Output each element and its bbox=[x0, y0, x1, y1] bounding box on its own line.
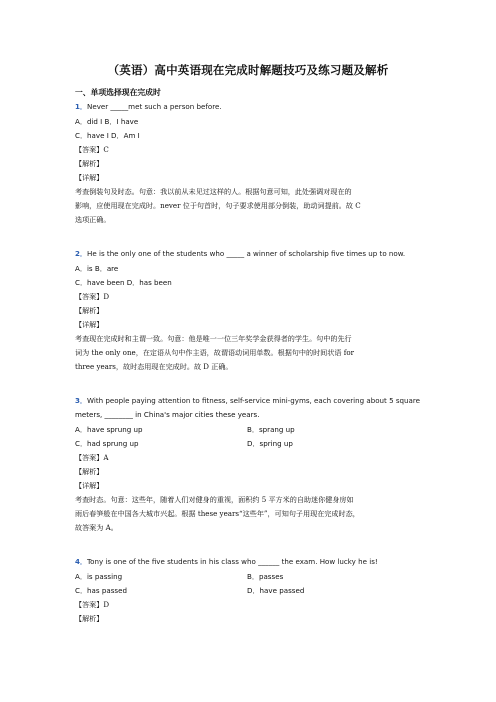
question-2-explanation-line-3: three years，故时态用现在完成时。故 D 正确。 bbox=[75, 362, 233, 371]
question-3 bbox=[75, 396, 420, 406]
question-1-options-ab: A．did I B．I have bbox=[75, 117, 139, 126]
question-1-analysis: 【解析】 bbox=[75, 159, 104, 168]
question-1-answer: 【答案】C bbox=[75, 145, 109, 154]
question-3-explanation-line-2: 雨后春笋般在中国各大城市兴起。根据 these years“这些年”，可知句子用现在完成时态， bbox=[75, 509, 360, 518]
question-2-number: 2． bbox=[75, 249, 88, 258]
question-3-explanation-line-1: 考查时态。句意：这些年，随着人们对健身的重视，面积约 5 平方米的自助迷你健身房如 bbox=[75, 495, 354, 504]
question-3-analysis: 【解析】 bbox=[75, 467, 104, 476]
question-1-number: 1． bbox=[75, 102, 88, 111]
question-4-option-b: B．passes bbox=[247, 572, 284, 581]
question-1 bbox=[75, 102, 222, 112]
question-4-answer: 【答案】D bbox=[75, 600, 110, 609]
question-2-answer: 【答案】D bbox=[75, 292, 110, 301]
question-2-explanation-line-2: 词为 the only one，在定语从句中作主语，故谓语动词用单数。根据句中的时间状语 for bbox=[75, 348, 354, 357]
question-3-text-line-1: With people paying attention to fitness, self-service mini-gyms, each covering about 5 square bbox=[87, 396, 421, 405]
question-1-options-cd: C．have I D．Am I bbox=[75, 131, 140, 140]
question-4-number: 4． bbox=[75, 557, 88, 566]
question-2-analysis: 【解析】 bbox=[75, 306, 104, 315]
question-1-explanation-line-3: 选项正确。 bbox=[75, 215, 111, 224]
question-4-option-a: A．is passing bbox=[75, 572, 123, 581]
question-3-option-c: C．had sprung up bbox=[75, 439, 139, 448]
section-heading: 一、单项选择现在完成时 bbox=[75, 88, 161, 97]
question-2-detail: 【详解】 bbox=[75, 320, 104, 329]
question-4-option-c: C．has passed bbox=[75, 586, 127, 595]
question-1-detail: 【详解】 bbox=[75, 173, 104, 182]
question-4-text: Tony is one of the five students in his class who ______ the exam. How lucky he is! bbox=[87, 557, 378, 566]
question-3-text-line-2: meters, ________ in China's major cities these years. bbox=[75, 410, 260, 419]
question-2-text: He is the only one of the students who _____ a winner of scholarship five times up to now. bbox=[87, 249, 406, 258]
question-3-explanation-line-3: 故答案为 A。 bbox=[75, 523, 118, 532]
question-3-number: 3． bbox=[75, 396, 88, 405]
page-title: （英语）高中英语现在完成时解题技巧及练习题及解析 bbox=[107, 63, 389, 77]
question-3-option-b: B．sprang up bbox=[247, 425, 295, 434]
question-4-option-d: D．have passed bbox=[247, 586, 305, 595]
question-1-explanation-line-2: 影响，应使用现在完成时。never 位于句首时，句子要求使用部分倒装，助动词提前。故 C bbox=[75, 201, 361, 210]
question-2-options-cd: C．have been D．has been bbox=[75, 278, 172, 287]
question-2 bbox=[75, 249, 405, 259]
question-3-detail: 【详解】 bbox=[75, 481, 104, 490]
question-3-answer: 【答案】A bbox=[75, 453, 109, 462]
question-2-options-ab: A．is B．are bbox=[75, 264, 119, 273]
question-3-option-d: D．spring up bbox=[247, 439, 293, 448]
question-4 bbox=[75, 557, 378, 567]
question-2-explanation-line-1: 考查现在完成时和主谓一致。句意：他是唯一一位三年奖学金获得者的学生。句中的先行 bbox=[75, 334, 352, 343]
question-1-text: Never _____met such a person before. bbox=[87, 102, 222, 111]
question-3-option-a: A．have sprung up bbox=[75, 425, 143, 434]
question-1-explanation-line-1: 考查倒装句及时态。句意：我以前从未见过这样的人。根据句意可知，此处强调对现在的 bbox=[75, 187, 352, 196]
question-4-analysis: 【解析】 bbox=[75, 614, 104, 623]
